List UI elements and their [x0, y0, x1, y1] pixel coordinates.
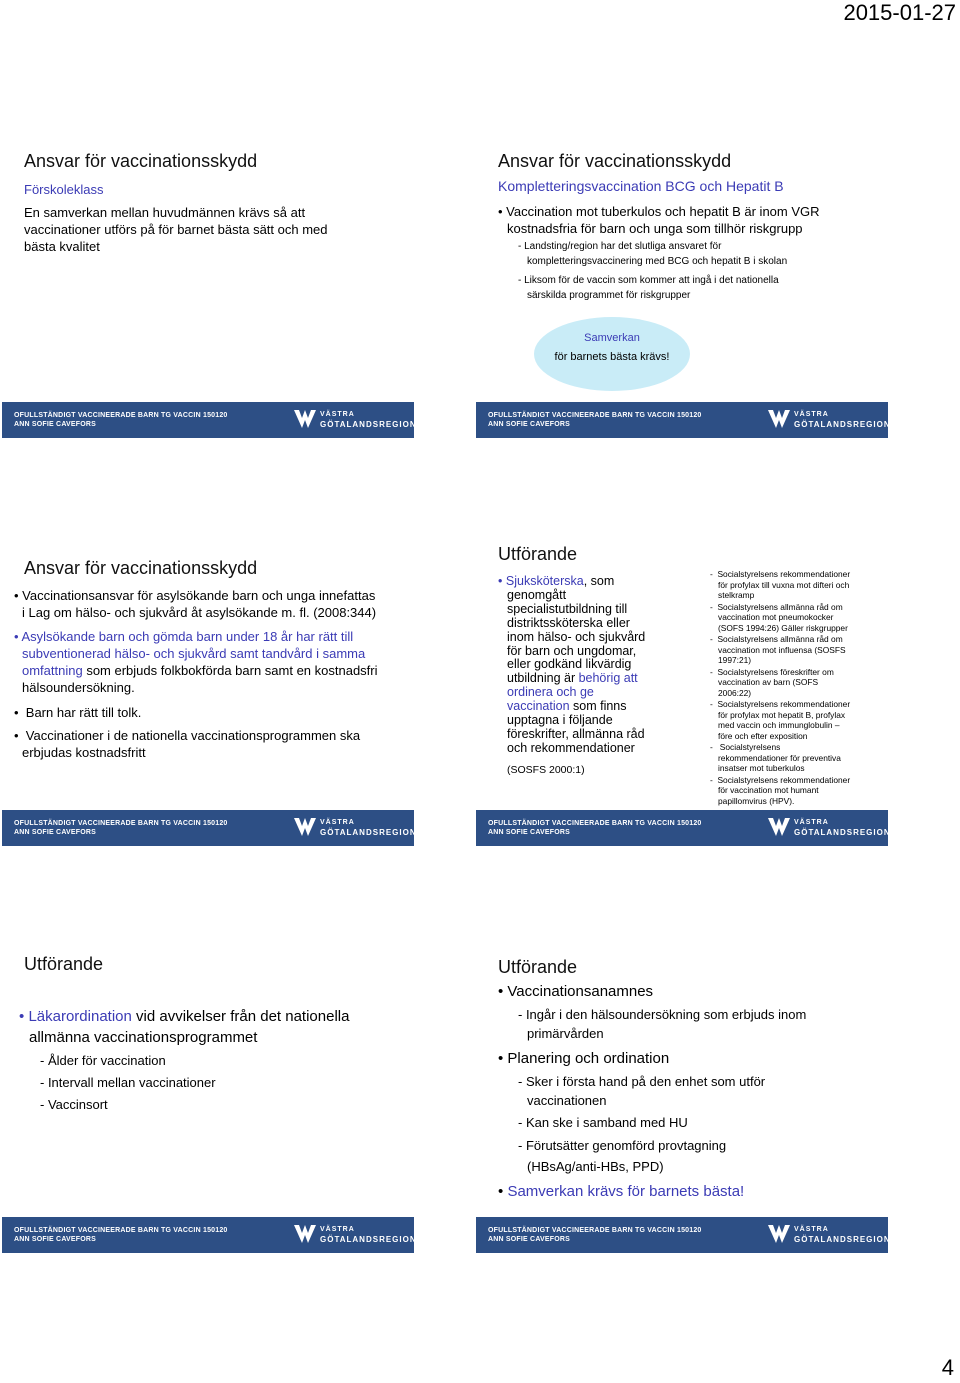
slide-footer: OFULLSTÄNDIGT VACCINEERADE BARN TG VACCIN 150120 ANN SOFIE CAVEFORS VÄSTRA GÖTALANDSREGIONEN: [476, 810, 888, 846]
dash-item: - Förutsätter genomförd provtagning (HBsAg/anti-HBs, PPD): [518, 1138, 727, 1174]
dash-item: - Kan ske i samband med HU: [518, 1115, 688, 1130]
vgr-logo: VÄSTRA GÖTALANDSREGIONEN: [766, 408, 884, 432]
dash-item: - Sker i första hand på den enhet som utför vaccinationen: [518, 1074, 766, 1108]
bullet-item: • Planering och ordination: [498, 1050, 670, 1067]
bullet-item: • Asylsökande barn och gömda barn under 18 år har rätt till subventionerad hälso- och sjukvård samt tandvård i samma omfattning som erbjuds folkbokförda barn samt en kostnadsfri hälsoundersökning.: [14, 629, 378, 695]
slide-title: Utförande: [24, 954, 104, 974]
bullet-item: • Vaccinationer i de nationella vaccinationsprogrammen ska erbjudas kostnadsfritt: [14, 728, 361, 760]
slide-title: Ansvar för vaccinationsskydd: [24, 151, 258, 171]
slide-title: Ansvar för vaccinationsskydd: [498, 151, 732, 171]
slide-footer: OFULLSTÄNDIGT VACCINEERADE BARN TG VACCIN 150120 ANN SOFIE CAVEFORS VÄSTRA GÖTALANDSREGIONEN: [476, 402, 888, 438]
page-date: 2015-01-27: [843, 0, 956, 25]
slide-footer: OFULLSTÄNDIGT VACCINEERADE BARN TG VACCIN 150120 ANN SOFIE CAVEFORS VÄSTRA GÖTALANDSREGIONEN: [2, 1217, 414, 1253]
slide-footer: OFULLSTÄNDIGT VACCINEERADE BARN TG VACCIN 150120 ANN SOFIE CAVEFORS VÄSTRA GÖTALANDSREGIONEN: [476, 1217, 888, 1253]
slide-4: [476, 501, 904, 846]
bullet-text: • Vaccination mot tuberkulos och hepatit B är inom VGR kostnadsfria för barn och unga som tillhör riskgrupp: [498, 204, 820, 236]
dash-item: - Liksom för de vaccin som kommer att ingå i det nationella särskilda programmet för riskgrupper: [518, 275, 779, 301]
page-number: 4: [941, 1355, 954, 1380]
dash-list: - Ålder för vaccination - Intervall mellan vaccinationer - Vaccinsort: [40, 1053, 216, 1112]
vgr-logo: VÄSTRA GÖTALANDSREGIONEN: [766, 1223, 884, 1247]
reference-text: (SOSFS 2000:1): [507, 764, 585, 776]
slide-3: [2, 501, 430, 846]
slide-title: Utförande: [498, 957, 578, 977]
vgr-logo: VÄSTRA GÖTALANDSREGIONEN: [292, 408, 410, 432]
slide-footer: OFULLSTÄNDIGT VACCINEERADE BARN TG VACCIN 150120 ANN SOFIE CAVEFORS VÄSTRA GÖTALANDSREGIONEN: [2, 402, 414, 438]
bullet-item: • Vaccinationsanamnes: [498, 983, 654, 1000]
vgr-logo: VÄSTRA GÖTALANDSREGIONEN: [292, 1223, 410, 1247]
right-column-list: - Socialstyrelsens rekommendationer för profylax till vuxna mot difteri och stelkramp - Socialstyrelsens allmänna råd om vaccination mot pneumokocker (SOFS 1994:26) Gäller riskgrupper - Socialstyrelsens allmänna råd om vaccination mot influensa (SOSFS 1997:21) - Socialstyrelsens föreskrifter om vaccination av barn (SOFS 2006:22) - Socialstyrelsens rekommendationer för profylax mot hepatit B, profylax med vaccin och immunglobulin – före och efter exposition - Socialstyrelsens rekommendationer för preventiva insatser mot tuberkulos - Socialstyrelsens rekommendationer för vaccination mot humant papillomvirus (HPV).: [710, 569, 851, 806]
vgr-logo: VÄSTRA GÖTALANDSREGIONEN: [292, 816, 410, 840]
left-column-text: • Sjuksköterska, som genomgått specialistutbildning till distriktssköterska eller inom hälso- och sjukvård för barn och ungdomar, eller godkänd likvärdig utbildning är behörig att ordinera och ge vaccination som finns upptagna i följande föreskrifter, allmänna råd och rekommendationer: [498, 574, 646, 755]
slide-2: [476, 93, 904, 438]
bullet-item: • Samverkan krävs för barnets bästa!: [498, 1183, 745, 1200]
slide-text: En samverkan mellan huvudmännen krävs så att vaccinationer utförs på för barnet bästa sätt och med bästa kvalitet: [24, 205, 328, 254]
bullet-item: • Barn har rätt till tolk.: [14, 705, 142, 720]
dash-item: - Landsting/region har det slutliga ansvaret för kompletteringsvaccinering med BCG och hepatit B i skolan: [518, 241, 788, 267]
bullet-item: • Vaccinationsansvar för asylsökande barn och unga innefattas i Lag om hälso- och sjukvård åt asylsökande m. fl. (2008:344): [14, 588, 377, 620]
slide-5: [2, 908, 430, 1253]
slide-1: [2, 93, 430, 438]
dash-item: - Ingår i den hälsoundersökning som erbjuds inom primärvården: [518, 1007, 807, 1041]
vgr-logo: VÄSTRA GÖTALANDSREGIONEN: [766, 816, 884, 840]
slide-footer: OFULLSTÄNDIGT VACCINEERADE BARN TG VACCIN 150120 ANN SOFIE CAVEFORS VÄSTRA GÖTALANDSREGIONEN: [2, 810, 414, 846]
slide-title: Utförande: [498, 544, 578, 564]
slide-6: [476, 908, 904, 1253]
slide-title: Ansvar för vaccinationsskydd: [24, 558, 258, 578]
callout-oval: Samverkan för barnets bästa krävs!: [534, 317, 690, 391]
slide-subtitle: Förskoleklass: [24, 182, 104, 197]
slide-subtitle: Kompletteringsvaccination BCG och Hepatit B: [498, 178, 784, 194]
bullet-item: • Läkarordination vid avvikelser från det nationella allmänna vaccinationsprogrammet: [19, 1008, 350, 1046]
